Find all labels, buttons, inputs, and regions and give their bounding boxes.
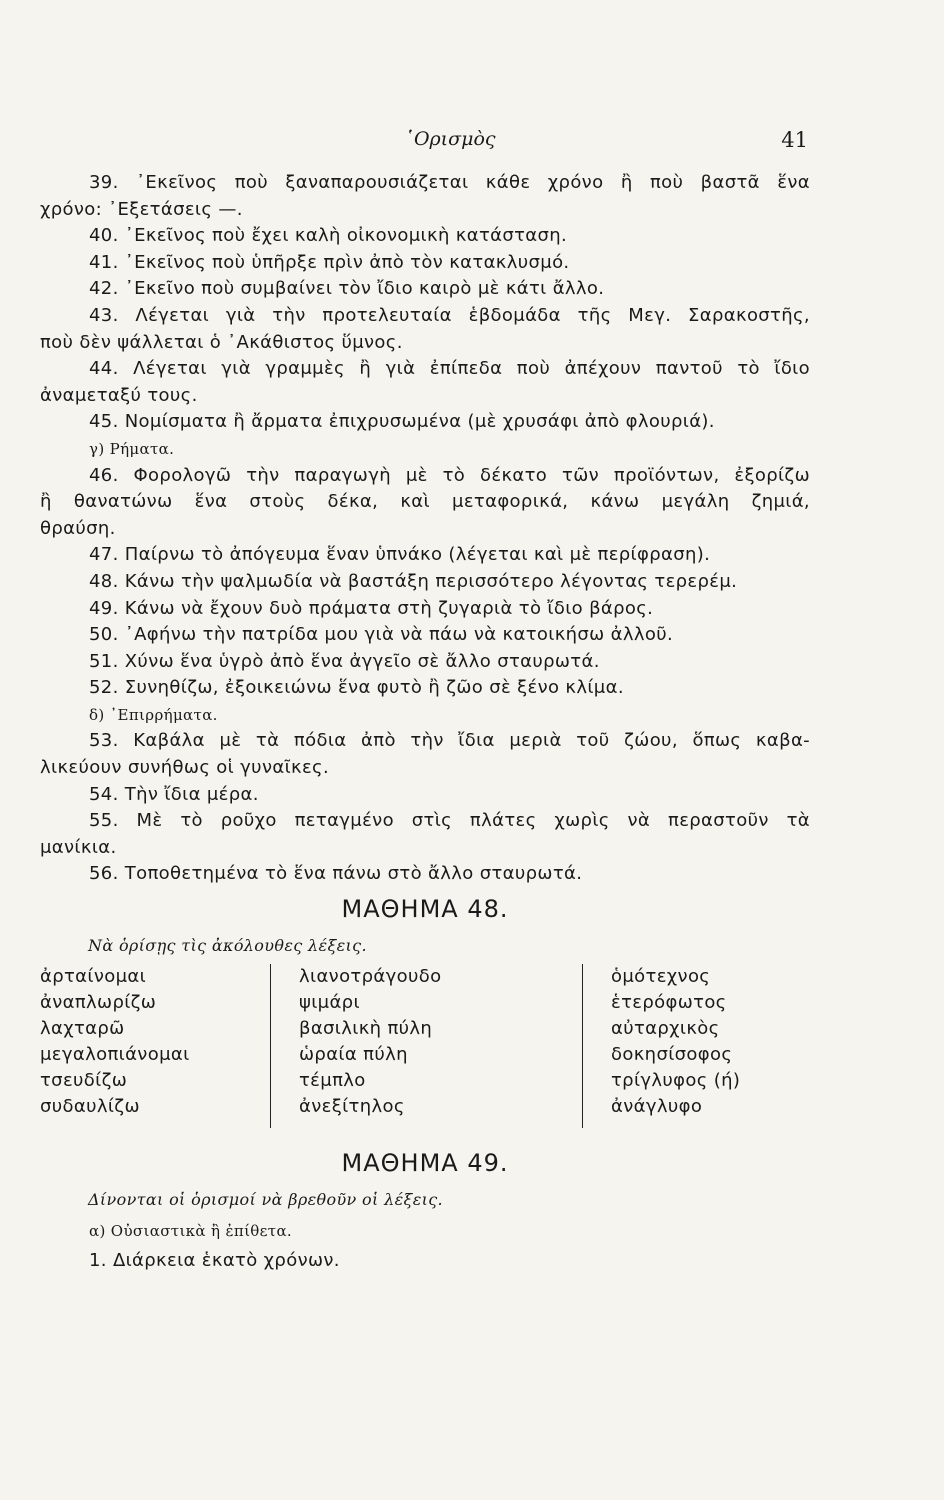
text-line: 53. Καβάλα μὲ τὰ πόδια ἀπὸ τὴν ἴδια μεριὰ τοῦ ζώου, ὅπως καβα- — [89, 730, 810, 752]
running-header-title: ῾Ορισμὸς — [404, 128, 496, 150]
vocabulary-word: ὁμότεχνος — [611, 966, 711, 988]
text-line: ἀναμεταξύ τους. — [40, 384, 198, 406]
text-line: 39. ᾿Εκεῖνος ποὺ ξαναπαρουσιάζεται κάθε χρόνο ἢ ποὺ βαστᾶ ἕνα — [89, 172, 810, 193]
text-line: 40. ᾿Εκεῖνος ποὺ ἔχει καλὴ οἰκονομικὴ κατάσταση. — [89, 225, 568, 247]
vocabulary-word: τρίγλυφος (ή) — [611, 1070, 741, 1092]
page-number: 41 — [781, 128, 808, 152]
text-line: 56. Τοποθετημένα τὸ ἕνα πάνω στὸ ἄλλο σταυρωτά. — [89, 863, 583, 885]
vocabulary-word: μεγαλοπιάνομαι — [40, 1044, 190, 1066]
vocabulary-table — [40, 964, 810, 1128]
lesson-49-heading: ΜΑΘΗΜΑ 49. — [341, 1149, 509, 1178]
text-line: 55. Μὲ τὸ ροῦχο πεταγμένο στὶς πλάτες χωρὶς νὰ περαστοῦν τὰ — [89, 810, 810, 832]
lesson-49-instruction: Δίνονται οἱ ὁρισμοί νὰ βρεθοῦν οἱ λέξεις. — [88, 1190, 443, 1210]
lesson-48-heading: ΜΑΘΗΜΑ 48. — [341, 895, 509, 924]
text-line: ποὺ δὲν ψάλλεται ὁ ᾿Ακάθιστος ὕμνος. — [40, 331, 403, 353]
vocabulary-word: δοκησίσοφος — [611, 1044, 733, 1066]
vocabulary-word: ἀναπλωρίζω — [40, 992, 157, 1014]
lesson-49-section-nouns: α) Οὐσιαστικὰ ἢ ἐπίθετα. — [89, 1222, 293, 1241]
text-line: 45. Νομίσματα ἢ ἄρματα ἐπιχρυσωμένα (μὲ χρυσάφι ἀπὸ φλουριά). — [89, 411, 715, 433]
vocabulary-word: ἀνεξίτηλος — [299, 1096, 405, 1118]
text-line: θραύση. — [40, 517, 116, 539]
vocabulary-word: βασιλικὴ πύλη — [299, 1018, 433, 1040]
text-line: 54. Τὴν ἴδια μέρα. — [89, 783, 259, 805]
vocabulary-word: ὡραία πύλη — [299, 1044, 408, 1066]
vocabulary-word: λιανοτράγουδο — [299, 966, 442, 988]
exercise-lines-adverbs — [40, 728, 810, 888]
vocabulary-column-1 — [40, 964, 270, 1128]
vocabulary-word: ἑτερόφωτος — [611, 992, 727, 1014]
vocabulary-word: ἀρταίνομαι — [40, 966, 147, 988]
text-line: ἢ θανατώνω ἕνα στοὺς δέκα, καὶ μεταφορικά, κάνω μεγάλη ζημιά, — [40, 491, 810, 513]
text-line: 49. Κάνω νὰ ἔχουν δυὸ πράματα στὴ ζυγαριὰ τὸ ἴδιο βάρος. — [89, 597, 654, 619]
vocabulary-word: τσευδίζω — [40, 1070, 128, 1092]
text-line: 44. Λέγεται γιὰ γραμμὲς ἢ γιὰ ἐπίπεδα ποὺ ἀπέχουν παντοῦ τὸ ἴδιο — [89, 358, 810, 380]
lesson-49-first-item: 1. Διάρκεια ἑκατὸ χρόνων. — [89, 1250, 340, 1272]
text-line: 47. Παίρνω τὸ ἀπόγευμα ἕναν ὑπνάκο (λέγεται καὶ μὲ περίφραση). — [89, 544, 711, 566]
text-line: 51. Χύνω ἕνα ὑγρὸ ἀπὸ ἕνα ἀγγεῖο σὲ ἄλλο σταυρωτά. — [89, 650, 600, 672]
lesson-48-instruction: Νὰ ὁρίσῃς τὶς ἀκόλουθες λέξεις. — [88, 936, 367, 956]
vocabulary-word: αὐταρχικὸς — [611, 1018, 720, 1040]
text-line: 48. Κάνω τὴν ψαλμωδία νὰ βαστάξη περισσότερο λέγοντας τερερέμ. — [89, 570, 738, 592]
vocabulary-word: συδαυλίζω — [40, 1096, 140, 1118]
vocabulary-word: ψιμάρι — [299, 992, 360, 1014]
vocabulary-column-2 — [270, 964, 582, 1128]
text-line: 42. ᾿Εκεῖνο ποὺ συμβαίνει τὸν ἴδιο καιρὸ μὲ κάτι ἄλλο. — [89, 278, 605, 300]
exercise-lines-nouns — [40, 170, 810, 436]
vocabulary-word: τέμπλο — [299, 1070, 366, 1092]
section-heading-verbs: γ) Ρήματα. — [89, 439, 175, 458]
page-body — [40, 170, 810, 1276]
text-line: 46. Φορολογῶ τὴν παραγωγὴ μὲ τὸ δέκατο τῶν προϊόντων, ἐξορίζω — [89, 464, 810, 486]
vocabulary-column-3 — [582, 964, 791, 1128]
section-heading-adverbs: δ) ᾿Επιρρήματα. — [89, 705, 218, 724]
vocabulary-word: λαχταρῶ — [40, 1018, 125, 1040]
text-line: 43. Λέγεται γιὰ τὴν προτελευταία ἑβδομάδα τῆς Μεγ. Σαρακοστῆς, — [89, 304, 810, 326]
text-line: 41. ᾿Εκεῖνος ποὺ ὑπῆρξε πρὶν ἀπὸ τὸν κατακλυσμό. — [89, 251, 570, 273]
text-line: 52. Συνηθίζω, ἐξοικειώνω ἕνα φυτὸ ἢ ζῶο σὲ ξένο κλίμα. — [89, 677, 624, 699]
vocabulary-word: ἀνάγλυφο — [611, 1096, 703, 1118]
exercise-lines-verbs — [40, 463, 810, 702]
text-line: χρόνο: ᾿Εξετάσεις —. — [40, 198, 243, 220]
text-line: λικεύουν συνήθως οἱ γυναῖκες. — [40, 757, 330, 779]
text-line: μανίκια. — [40, 836, 117, 858]
text-line: 50. ᾿Αφήνω τὴν πατρίδα μου γιὰ νὰ πάω νὰ κατοικήσω ἀλλοῦ. — [89, 624, 674, 646]
